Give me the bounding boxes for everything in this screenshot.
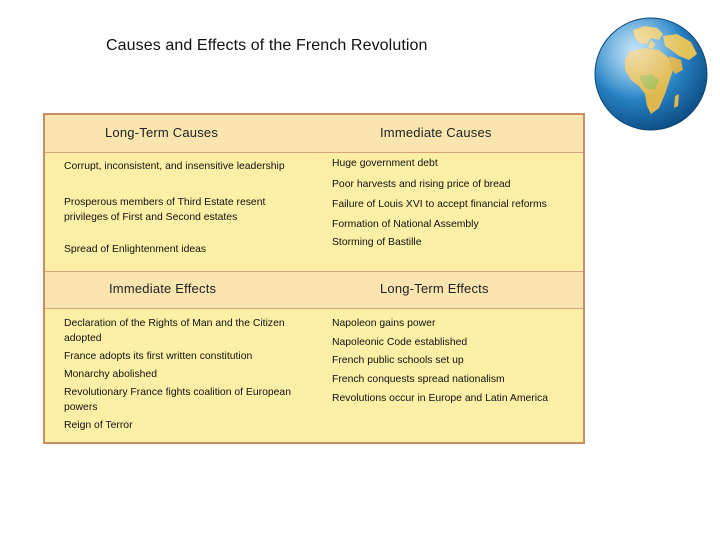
immediate-cause-item: Failure of Louis XVI to accept financial reforms <box>332 199 547 210</box>
immediate-causes-header: Immediate Causes <box>380 125 492 140</box>
long-term-effects-header: Long-Term Effects <box>380 281 489 296</box>
immediate-effect-item: Declaration of the Rights of Man and the Citizen adopted <box>64 318 285 344</box>
immediate-cause-item: Poor harvests and rising price of bread <box>332 179 511 190</box>
immediate-effects-header: Immediate Effects <box>109 281 217 296</box>
immediate-effect-item: France adopts its first written constitution <box>64 351 253 362</box>
long-term-effect-item: French public schools set up <box>332 355 464 366</box>
globe-icon <box>593 16 709 132</box>
long-term-cause-item: Corrupt, inconsistent, and insensitive leadership <box>64 161 285 172</box>
page-title: Causes and Effects of the French Revolution <box>106 37 428 54</box>
immediate-cause-item: Huge government debt <box>332 158 438 169</box>
immediate-effect-item: Reign of Terror <box>64 420 133 431</box>
immediate-cause-item: Storming of Bastille <box>332 237 422 248</box>
long-term-effect-item: French conquests spread nationalism <box>332 374 505 385</box>
immediate-effect-item: Revolutionary France fights coalition of European powers <box>64 387 291 413</box>
long-term-effect-item: Napoleonic Code established <box>332 337 468 348</box>
immediate-effect-item: Monarchy abolished <box>64 369 157 380</box>
long-term-cause-item: Spread of Enlightenment ideas <box>64 244 207 255</box>
causes-effects-table <box>43 113 585 444</box>
immediate-cause-item: Formation of National Assembly <box>332 219 479 230</box>
long-term-causes-header: Long-Term Causes <box>105 125 219 140</box>
long-term-effect-item: Napoleon gains power <box>332 318 436 329</box>
long-term-cause-item: Prosperous members of Third Estate resent privileges of First and Second estates <box>64 197 266 223</box>
long-term-effect-item: Revolutions occur in Europe and Latin America <box>332 393 549 404</box>
